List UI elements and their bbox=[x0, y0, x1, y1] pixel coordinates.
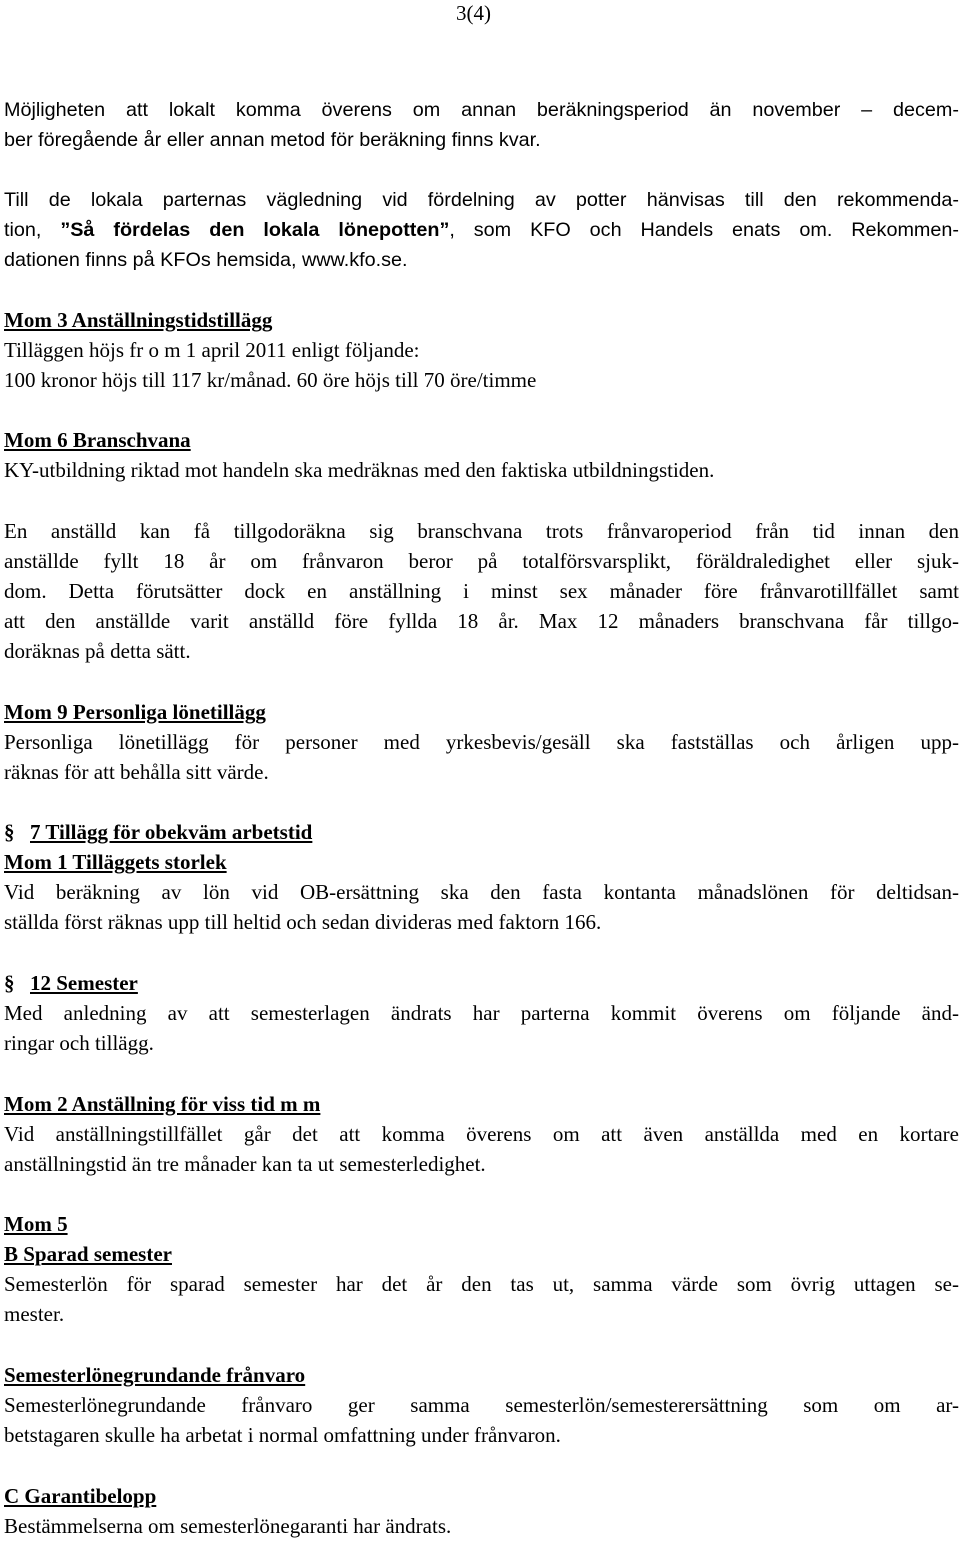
paragraph-text: Med anledning av att semesterlagen ändrats har parterna kommit överens om följande änd- bbox=[4, 1001, 959, 1025]
section-heading: Mom 6 Branschvana bbox=[4, 428, 191, 452]
text-span: tion, bbox=[4, 219, 61, 241]
paragraph-text: ber föregående år eller annan metod för beräkning finns kvar. bbox=[4, 129, 541, 151]
text-span: 100 kronor höjs till 117 kr/månad. bbox=[4, 368, 292, 392]
section-symbol-icon: § bbox=[4, 971, 15, 995]
section-heading: Mom 1 Tilläggets storlek bbox=[4, 850, 227, 874]
paragraph-text: Tilläggen höjs fr o m 1 april 2011 enligt följande: bbox=[4, 338, 420, 362]
paragraph-text: Semesterlön för sparad semester har det år den tas ut, samma värde som övrig uttagen se- bbox=[4, 1272, 959, 1296]
section-heading: Mom 9 Personliga lönetillägg bbox=[4, 700, 266, 724]
section-heading: Mom 3 Anställningstidstillägg bbox=[4, 308, 273, 332]
chapter-heading bbox=[4, 968, 138, 998]
paragraph-text: doräknas på detta sätt. bbox=[4, 639, 191, 663]
paragraph-text: Till de lokala parternas vägledning vid fördelning av potter hänvisas till den rekommenda- bbox=[4, 189, 959, 211]
paragraph-text: dom. Detta förutsätter dock en anställning i minst sex månader före frånvarotillfället samt bbox=[4, 579, 959, 603]
document-title-reference: ”Så fördelas den lokala lönepotten” bbox=[60, 219, 450, 241]
paragraph-text: att den anställde varit anställd före fyllda 18 år. Max 12 månaders branschvana får tillgo- bbox=[4, 609, 959, 633]
paragraph-text: Semesterlönegrundande frånvaro ger samma semesterlön/semesterersättning som om ar- bbox=[4, 1393, 959, 1417]
subsection-heading: Semesterlönegrundande frånvaro bbox=[4, 1363, 306, 1387]
paragraph-text: Personliga lönetillägg för personer med yrkesbevis/gesäll ska fastställas och årligen upp- bbox=[4, 730, 959, 754]
subsection-heading: C Garantibelopp bbox=[4, 1484, 157, 1508]
chapter-heading bbox=[4, 817, 312, 847]
section-heading: Mom 5 bbox=[4, 1212, 68, 1236]
page-number: 3(4) bbox=[456, 1, 491, 25]
paragraph-text: Vid beräkning av lön vid OB-ersättning ska den fasta kontanta månadslönen för deltidsan- bbox=[4, 880, 959, 904]
paragraph-text: Vid anställningstillfället går det att komma överens om att även anställda med en kortare bbox=[4, 1122, 959, 1146]
paragraph-text: räknas för att behålla sitt värde. bbox=[4, 760, 269, 784]
paragraph-text bbox=[4, 215, 959, 245]
paragraph-text: Bestämmelserna om semesterlönegaranti har ändrats. bbox=[4, 1514, 452, 1538]
paragraph-text: KY-utbildning riktad mot handeln ska medräknas med den faktiska utbildningstiden. bbox=[4, 458, 715, 482]
paragraph-text: En anställd kan få tillgodoräkna sig branschvana trots frånvaroperiod från tid innan den bbox=[4, 519, 959, 543]
paragraph-text: ställda först räknas upp till heltid och sedan divideras med faktorn 166. bbox=[4, 910, 602, 934]
text-span: 60 öre höjs till 70 öre/timme bbox=[291, 368, 537, 392]
paragraph-text: anställningstid än tre månader kan ta ut semesterledighet. bbox=[4, 1152, 486, 1176]
paragraph-text: dationen finns på KFOs hemsida, www.kfo.se. bbox=[4, 249, 408, 271]
paragraph-text: betstagaren skulle ha arbetat i normal omfattning under frånvaron. bbox=[4, 1423, 561, 1447]
paragraph-text: ringar och tillägg. bbox=[4, 1031, 154, 1055]
section-heading: Mom 2 Anställning för viss tid m m bbox=[4, 1092, 321, 1116]
chapter-heading-text: 7 Tillägg för obekväm arbetstid bbox=[30, 820, 313, 844]
paragraph-text bbox=[4, 365, 536, 395]
subsection-heading: B Sparad semester bbox=[4, 1242, 172, 1266]
paragraph-text: mester. bbox=[4, 1302, 65, 1326]
text-span: , som KFO och Handels enats om. Rekommen- bbox=[449, 219, 959, 241]
paragraph-text: Möjligheten att lokalt komma överens om annan beräkningsperiod än november – decem- bbox=[4, 99, 959, 121]
chapter-heading-text: 12 Semester bbox=[30, 971, 138, 995]
section-symbol-icon: § bbox=[4, 820, 15, 844]
paragraph-text: anställde fyllt 18 år om frånvaron beror på totalförsvarsplikt, föräldraledighet eller sjuk- bbox=[4, 549, 959, 573]
